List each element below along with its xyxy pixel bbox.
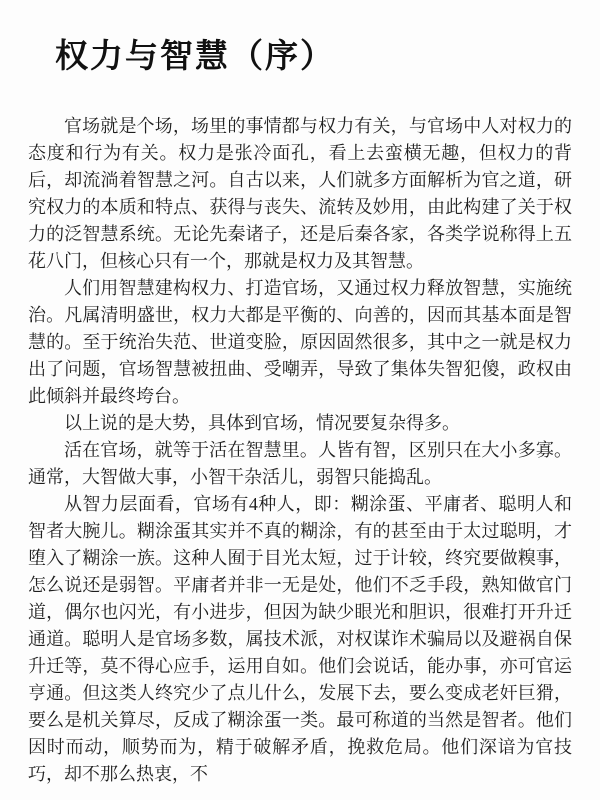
body-paragraph: 活在官场，就等于活在智慧里。人皆有智，区别只在大小多寡。通常，大智做大事，小智干杂活儿，弱智只能捣乱。 xyxy=(28,440,572,487)
document-body xyxy=(28,113,572,788)
body-paragraph: 从智力层面看，官场有4种人，即：糊涂蛋、平庸者、聪明人和智者大腕儿。糊涂蛋其实并不真的糊涂，有的甚至由于太过聪明，才堕入了糊涂一族。这种人囿于目光太短，过于计较，终究要做糗事，怎么说还是弱智。平庸者并非一无是处，他们不乏手段，熟知做官门道，偶尔也闪光，有小进步，但因为缺少眼光和胆识，很难打开升迁通道。聪明人是官场多数，属技术派，对权谋诈术骗局以及避祸自保升迁等，莫不得心应手，运用自如。他们会说话，能办事，亦可官运亨通。但这类人终究少了点儿什么，发展下去，要么变成老奸巨猾，要么是机关算尽，反成了糊涂蛋一类。最可称道的当然是智者。他们因时而动，顺势而为，精于破解矛盾，挽救危局。他们深谙为官技巧，却不那么热衷，不 xyxy=(28,494,572,784)
body-paragraph: 官场就是个场，场里的事情都与权力有关，与官场中人对权力的态度和行为有关。权力是张冷面孔，看上去蛮横无趣，但权力的背后，却流淌着智慧之河。自古以来，人们就多方面解析为官之道，研究权力的本质和特点、获得与丧失、流转及妙用，由此构建了关于权力的泛智慧系统。无论先秦诸子，还是后秦各家，各类学说称得上五花八门，但核心只有一个，那就是权力及其智慧。 xyxy=(28,116,572,271)
body-paragraph: 以上说的是大势，具体到官场，情况要复杂得多。 xyxy=(64,413,460,433)
body-paragraph: 人们用智慧建构权力、打造官场，又通过权力释放智慧，实施统治。凡属清明盛世，权力大都是平衡的、向善的，因而其基本面是智慧的。至于统治失范、世道变脸，原因固然很多，其中之一就是权力出了问题，官场智慧被扭曲、受嘲弄，导致了集体失智犯傻，政权由此倾斜并最终垮台。 xyxy=(28,278,572,406)
page-title: 权力与智慧（序） xyxy=(55,39,335,75)
